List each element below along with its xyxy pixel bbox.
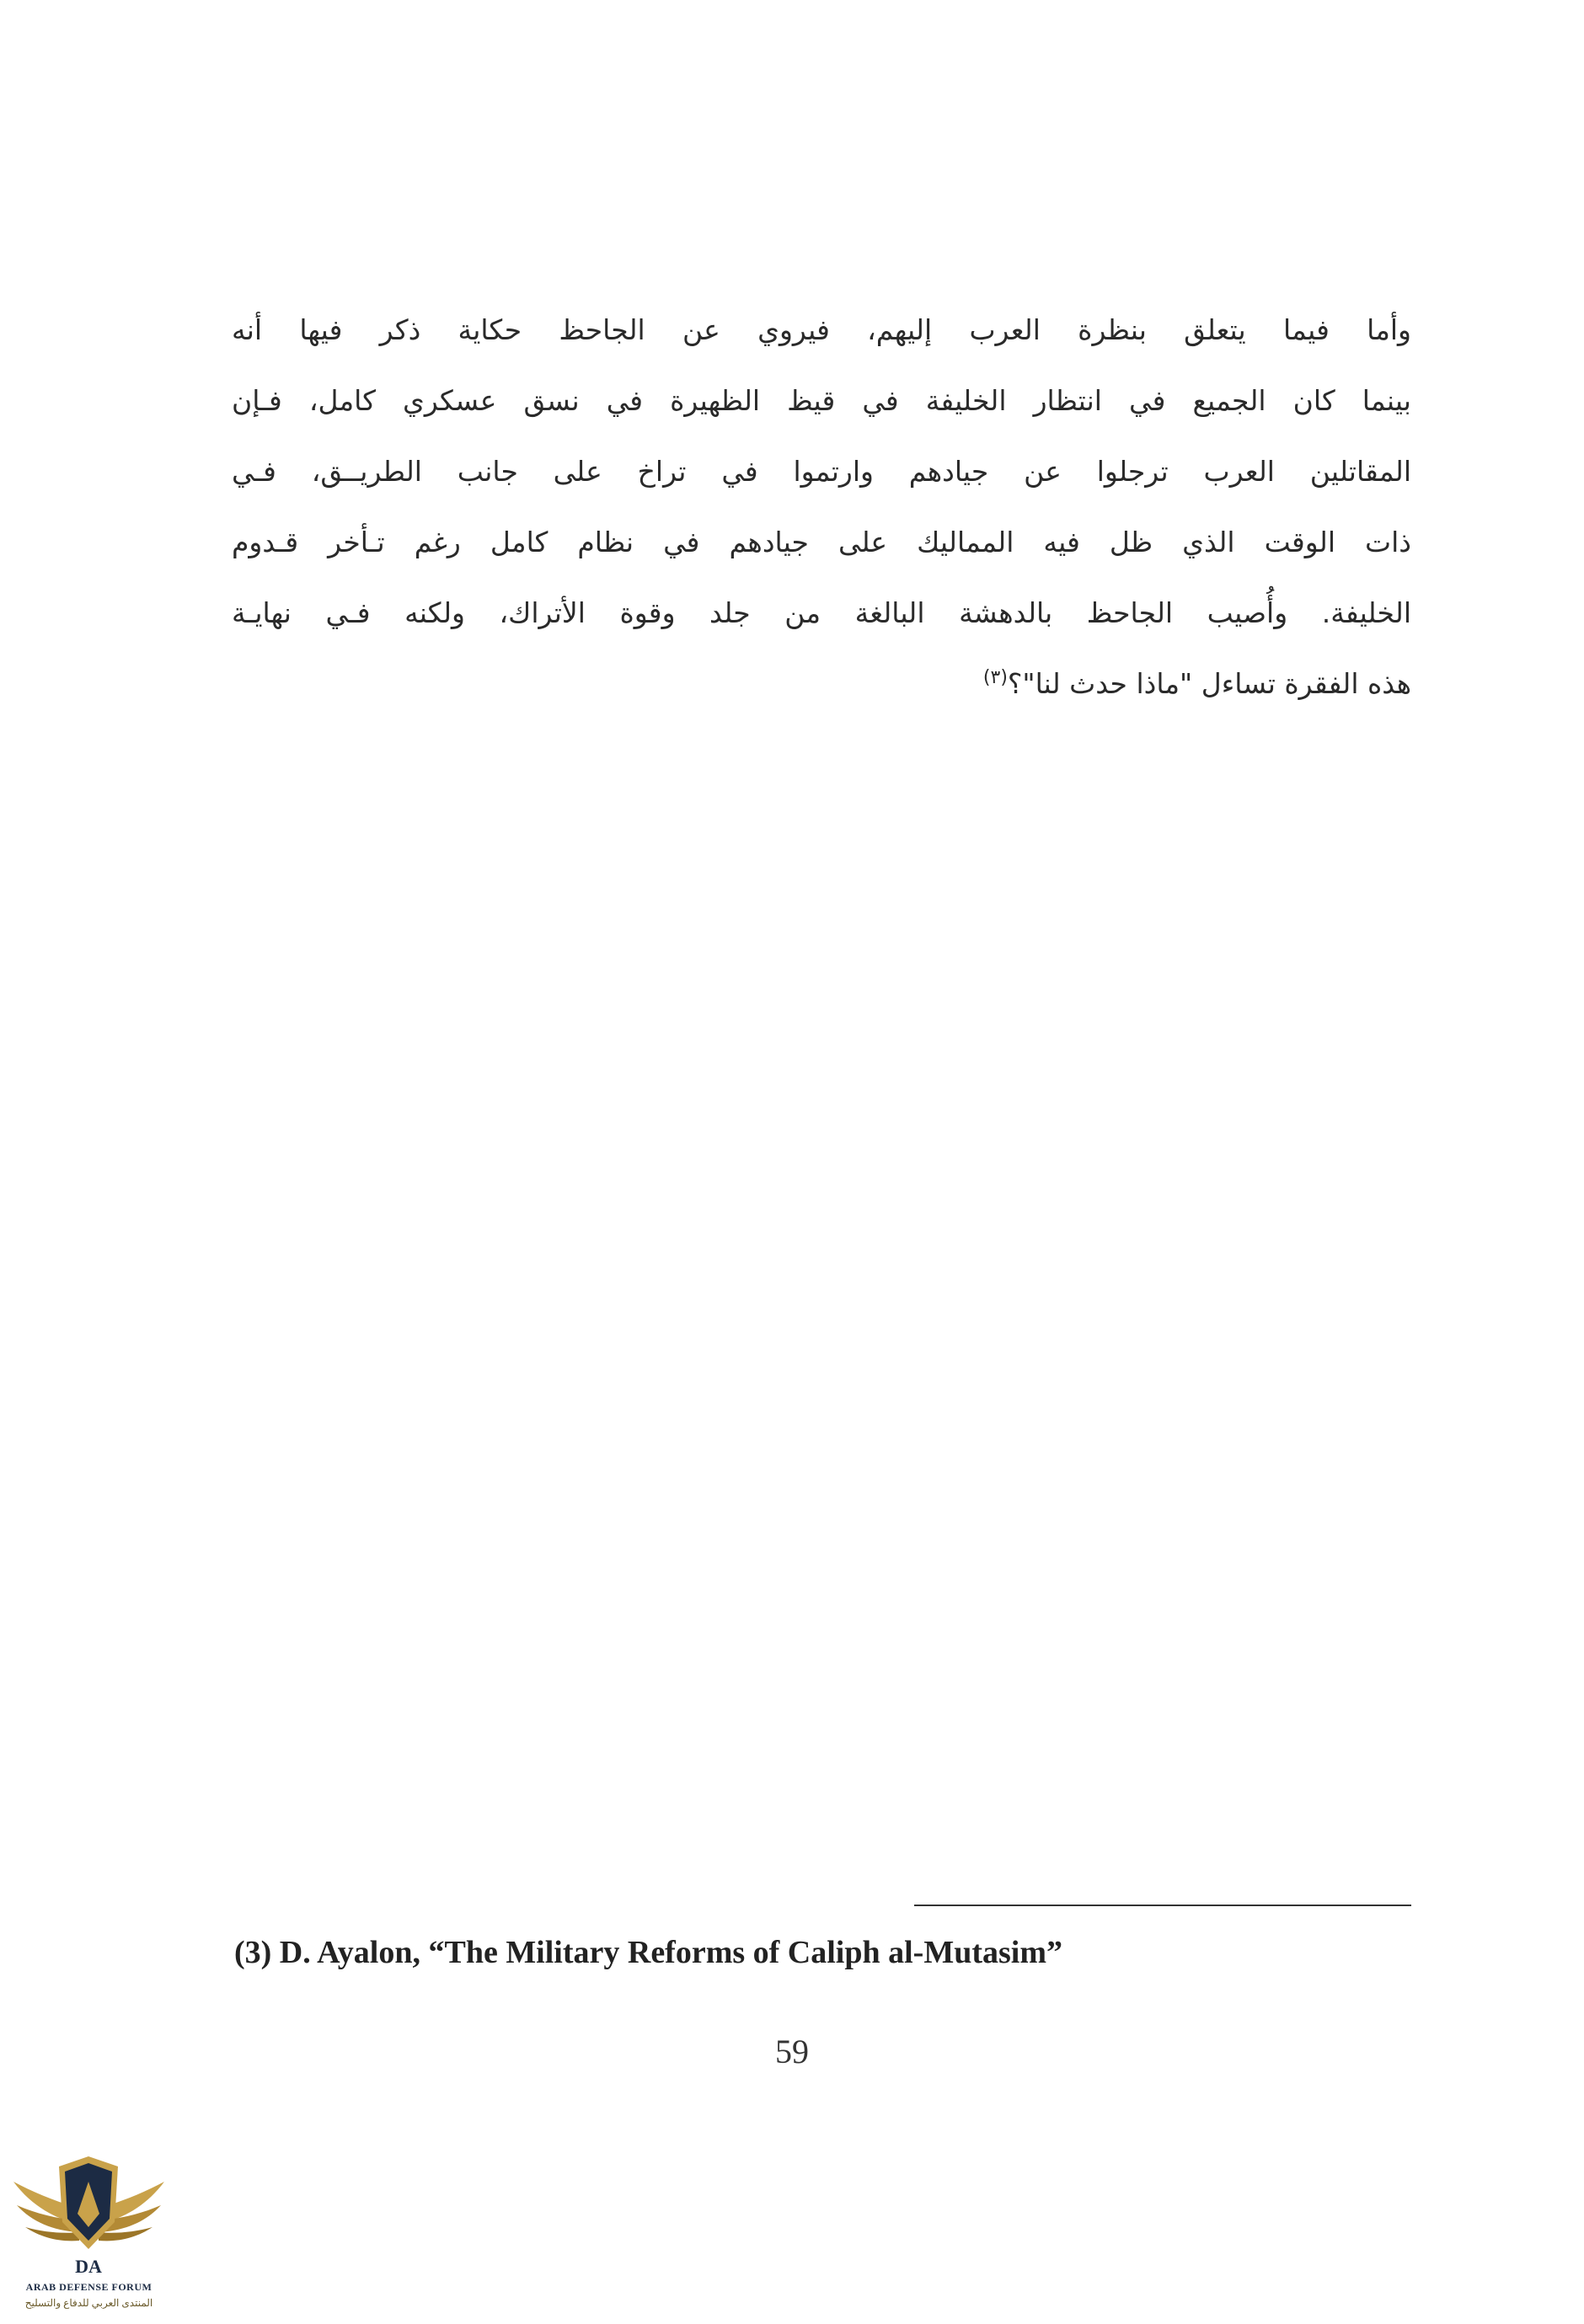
logo-emblem-icon bbox=[7, 2123, 171, 2283]
footnote-reference-mark: (٣) bbox=[982, 667, 1008, 688]
footnote: (3) D. Ayalon, “The Military Reforms of Caliph al-Mutasim” bbox=[234, 1935, 1062, 1970]
logo-name-en: ARAB DEFENSE FORUM bbox=[25, 2281, 153, 2293]
logo-monogram: DA bbox=[75, 2256, 102, 2277]
paragraph-line-6 bbox=[232, 649, 1411, 719]
logo-name-ar: المنتدى العربي للدفاع والتسليح bbox=[24, 2297, 153, 2309]
watermark-logo bbox=[7, 2123, 171, 2321]
page-number: 59 bbox=[775, 2033, 809, 2070]
paragraph-line-5: الخليفة. وأُصيب الجاحظ بالدهشة البالغة من جلد وقوة الأتراك، ولكنه فـي نهايـة bbox=[232, 596, 1411, 629]
paragraph-line-6-text: هذه الفقرة تساءل "ماذا حدث لنا"؟ bbox=[1007, 667, 1411, 700]
paragraph-line-1: وأما فيما يتعلق بنظرة العرب إليهم، فيروي عن الجاحظ حكاية ذكر فيها أنه bbox=[232, 313, 1411, 346]
body-paragraph bbox=[232, 295, 1411, 719]
footnote-separator bbox=[914, 1905, 1411, 1906]
paragraph-line-2: بينما كان الجميع في انتظار الخليفة في قيظ الظهيرة في نسق عسكري كامل، فـإن bbox=[232, 384, 1411, 417]
paragraph-line-4: ذات الوقت الذي ظل فيه المماليك على جيادهم في نظام كامل رغم تـأخر قـدوم bbox=[232, 526, 1411, 558]
paragraph-line-3: المقاتلين العرب ترجلوا عن جيادهم وارتموا في تراخ على جانب الطريــق، فـي bbox=[232, 455, 1411, 488]
